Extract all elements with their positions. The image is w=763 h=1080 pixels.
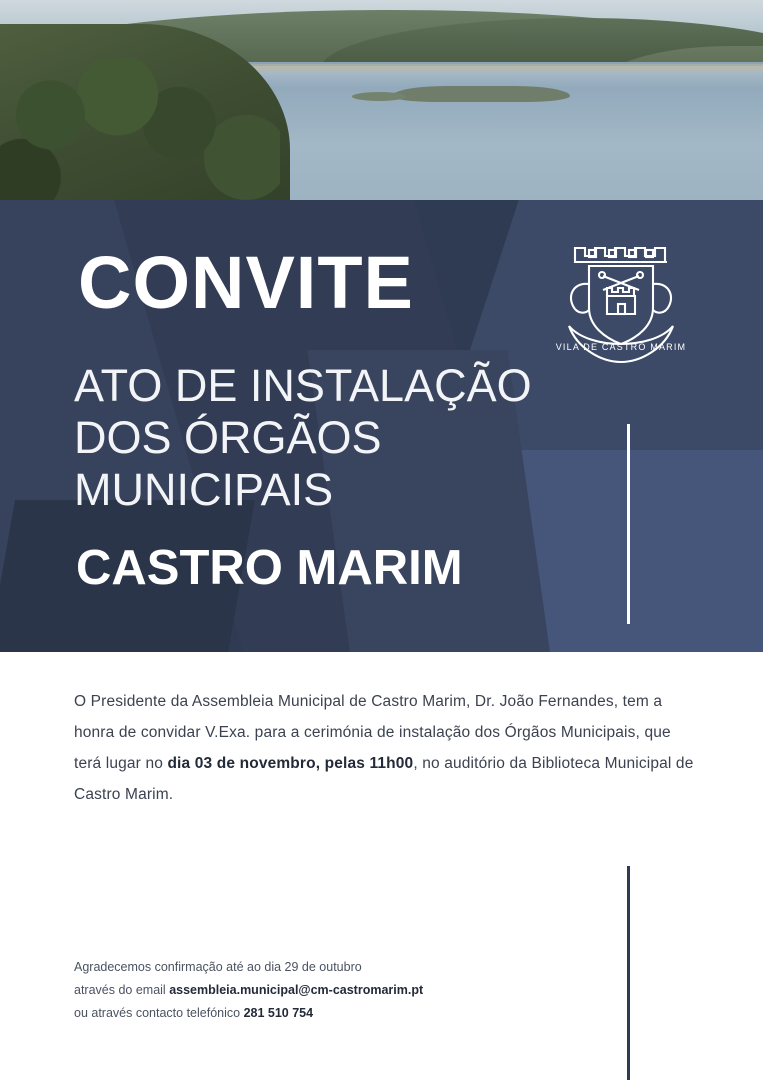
invitation-body-part2: , no auditório da Biblioteca Municipal de Castro Marim. xyxy=(74,755,694,803)
foreground-trees xyxy=(0,58,280,200)
shoreline-strip xyxy=(250,64,763,72)
island-large xyxy=(392,86,570,102)
crest-caption: VILA DE CASTRO MARIM xyxy=(555,342,687,352)
rsvp-email-prefix: através do email xyxy=(74,983,170,998)
event-subtitle-line1: ATO DE INSTALAÇÃO xyxy=(74,360,532,411)
event-subtitle-line3: MUNICIPAIS xyxy=(74,464,334,516)
municipality-name: CASTRO MARIM xyxy=(76,541,463,595)
reservoir-landscape-photo xyxy=(0,0,763,200)
rsvp-deadline: Agradecemos confirmação até ao dia 29 de outubro xyxy=(74,960,362,974)
invitation-date-time: dia 03 de novembro, pelas 11h00 xyxy=(167,755,414,772)
event-subtitle-line2: DOS ÓRGÃOS xyxy=(74,412,382,464)
coat-of-arms-icon xyxy=(545,222,697,372)
rsvp-phone-prefix: ou através contacto telefónico xyxy=(74,1006,244,1021)
header-panel xyxy=(0,200,763,652)
rsvp-email-line xyxy=(74,979,634,1002)
page-title: CONVITE xyxy=(78,241,414,324)
rsvp-email-address[interactable]: assembleia.municipal@cm-castromarim.pt xyxy=(169,983,424,998)
event-subtitle xyxy=(74,360,532,517)
island-small xyxy=(352,92,406,101)
rsvp-footer xyxy=(74,956,634,1025)
invitation-body-part1: O Presidente da Assembleia Municipal de Castro Marim, Dr. João Fernandes, tem a honra de convidar V.Exa. para a cerimónia de instalação dos Órgãos Municipais, que terá lugar no xyxy=(74,693,671,772)
panel-vertical-rule xyxy=(627,424,630,624)
rsvp-phone-line xyxy=(74,1002,634,1025)
rsvp-phone-number[interactable]: 281 510 754 xyxy=(243,1006,314,1021)
invitation-body xyxy=(74,686,694,810)
